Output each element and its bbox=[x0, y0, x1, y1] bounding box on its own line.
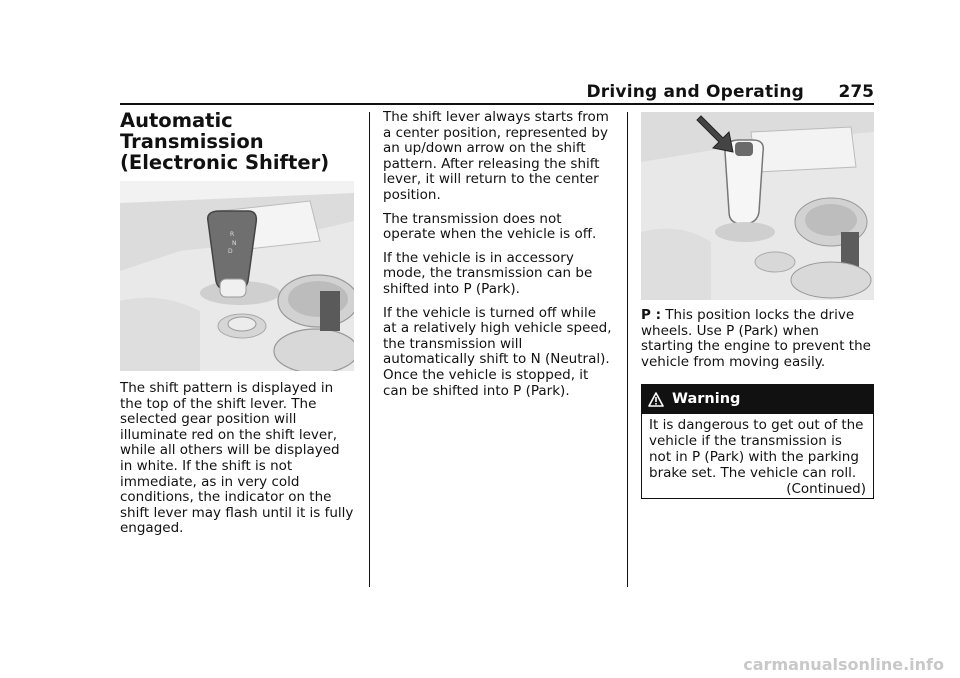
paragraph-high-speed: If the vehicle is turned off while at a relatively high vehicle speed, the transmission will automatically shift to N (Neutral). Once the vehicle is stopped, it can be shifted into P (Park). bbox=[383, 304, 612, 399]
paragraph-center-position: The shift lever always starts from a center position, represented by an up/down arrow on the shift pattern. After releasing the shift lever, it will return to the center position. bbox=[383, 109, 609, 203]
warning-triangle-icon bbox=[648, 392, 664, 407]
header-rule bbox=[120, 103, 874, 105]
warning-header bbox=[642, 385, 873, 414]
park-term: P : bbox=[641, 307, 661, 323]
middle-column bbox=[383, 110, 613, 407]
paragraph-vehicle-off: The transmission does not operate when the vehicle is off. bbox=[383, 210, 597, 243]
warning-body bbox=[642, 414, 873, 498]
svg-text:D: D bbox=[228, 248, 233, 255]
park-description-text: This position locks the drive wheels. Use P (Park) when starting the engine to prevent the vehicle from moving easily. bbox=[641, 307, 871, 370]
warning-box bbox=[641, 384, 874, 499]
continued-label: (Continued) bbox=[786, 481, 866, 498]
svg-text:R: R bbox=[230, 231, 235, 238]
warning-text: It is dangerous to get out of the vehicle if the transmission is not in P (Park) with the parking brake set. The vehicle can roll. bbox=[649, 417, 864, 482]
park-button-photo bbox=[641, 112, 874, 300]
left-column bbox=[120, 110, 356, 545]
shift-pattern-paragraph: The shift pattern is displayed in the top of the shift lever. The selected gear position will illuminate red on the shift lever, while all others will be displayed in white. If the shift is not immediate, as in very cold conditions, the indicator on the shift lever may flash until it is fully engaged. bbox=[120, 380, 354, 537]
section-title: Automatic Transmission (Electronic Shifter) bbox=[120, 109, 330, 174]
park-description bbox=[641, 308, 875, 370]
header-title: Driving and Operating bbox=[586, 82, 804, 102]
column-divider-1 bbox=[369, 112, 370, 587]
column-divider-2 bbox=[627, 112, 628, 587]
right-column bbox=[641, 112, 875, 499]
watermark: carmanualsonline.info bbox=[743, 655, 944, 674]
svg-text:N: N bbox=[232, 240, 237, 247]
paragraph-accessory-mode: If the vehicle is in accessory mode, the transmission can be shifted into P (Park). bbox=[383, 249, 593, 297]
shift-lever-photo bbox=[120, 181, 354, 371]
warning-title: Warning bbox=[672, 391, 741, 408]
page-number: 275 bbox=[838, 82, 874, 102]
